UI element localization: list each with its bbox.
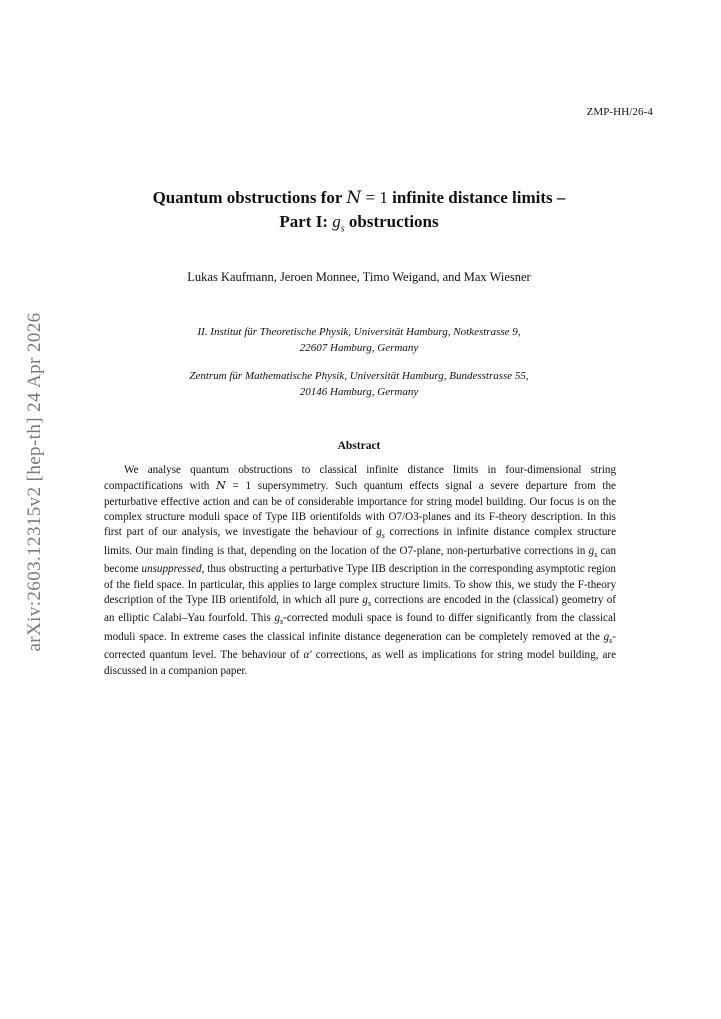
title-text: infinite distance limits – [387,188,566,207]
report-number: ZMP-HH/26-4 [586,106,653,118]
title-text: Part I: [279,212,333,231]
abstract-text: corrections in infinite distance complex structure limits. Our main finding is that, depending on the location of the O7-plane, non-perturbative corrections in [104,526,616,557]
math-variable: g [603,630,610,643]
math-subscript: s [609,636,613,646]
author-list: Lukas Kaufmann, Jeroen Monnee, Timo Weigand, and Max Wiesner [187,270,531,284]
affiliation-line: II. Institut für Theoretische Physik, Universität Hamburg, Notkestrasse 9, [197,326,521,338]
abstract-text: We analyse quantum obstructions to classical infinite distance limits in four-dimensional string compactifications with [104,464,616,493]
math-variable: g [332,212,341,231]
abstract-text: can become [104,544,616,576]
abstract-body [104,463,616,679]
abstract-heading: Abstract [337,440,381,452]
title-text: obstructions [344,212,439,231]
math-symbol: N [216,479,226,493]
math-subscript: s [367,599,372,609]
affiliation-line: 22607 Hamburg, Germany [299,341,419,354]
affiliation-line: 20146 Hamburg, Germany [299,385,419,398]
arxiv-identifier-stamp: arXiv:2603.12315v2 [hep-th] 24 Apr 2026 [24,312,45,652]
math-variable: g [274,612,281,625]
abstract-text: , thus obstructing a perturbative Type IIB description in the corresponding asymptotic region of the field space. In particular, this applies to large complex structure limits. To show this, we study the F-theory description of the Type IIB orientifold, in which all pure [104,563,616,606]
abstract-text: = 1 supersymmetry. Such quantum effects signal a severe departure from the perturbative effective action and can be of considerable importance for string model building. Our focus is on the complex structure moduli space of Type IIB orientifolds with O7/O3-planes and its F-theory description. In this first part of our analysis, we investigate the behaviour of [104,480,616,539]
math-symbol: N [346,188,362,208]
math-symbol: α′ [303,649,312,662]
emphasis-text: unsuppressed [141,563,202,576]
abstract-text: -corrected moduli space is found to differ significantly from the classical moduli space. In extreme cases the classical infinite distance degeneration can be completely removed at the [104,612,616,643]
math-variable: g [588,544,595,557]
abstract-text: corrections, as well as implications for string model building, are discussed in a companion paper. [104,649,617,677]
title-line-1 [96,186,622,210]
abstract-text: corrections are encoded in the (classical) geometry of an elliptic Calabi–Yau fourfold. This [104,593,616,625]
math-subscript: s [340,223,345,235]
affiliation-2 [96,369,622,400]
math-subscript: s [381,531,385,541]
paper-title [96,186,622,241]
title-text: Quantum obstructions for [152,188,347,207]
math-variable: g [362,593,368,606]
math-subscript: s [594,549,598,559]
math-variable: g [376,526,382,539]
affiliation-1 [96,325,622,356]
abstract-text: -corrected quantum level. The behaviour of [104,630,616,662]
math-expression: = 1 [361,188,388,207]
affiliation-line: Zentrum für Mathematische Physik, Universität Hamburg, Bundesstrasse 55, [189,370,529,382]
math-subscript: s [280,617,284,627]
title-line-2 [96,210,622,241]
